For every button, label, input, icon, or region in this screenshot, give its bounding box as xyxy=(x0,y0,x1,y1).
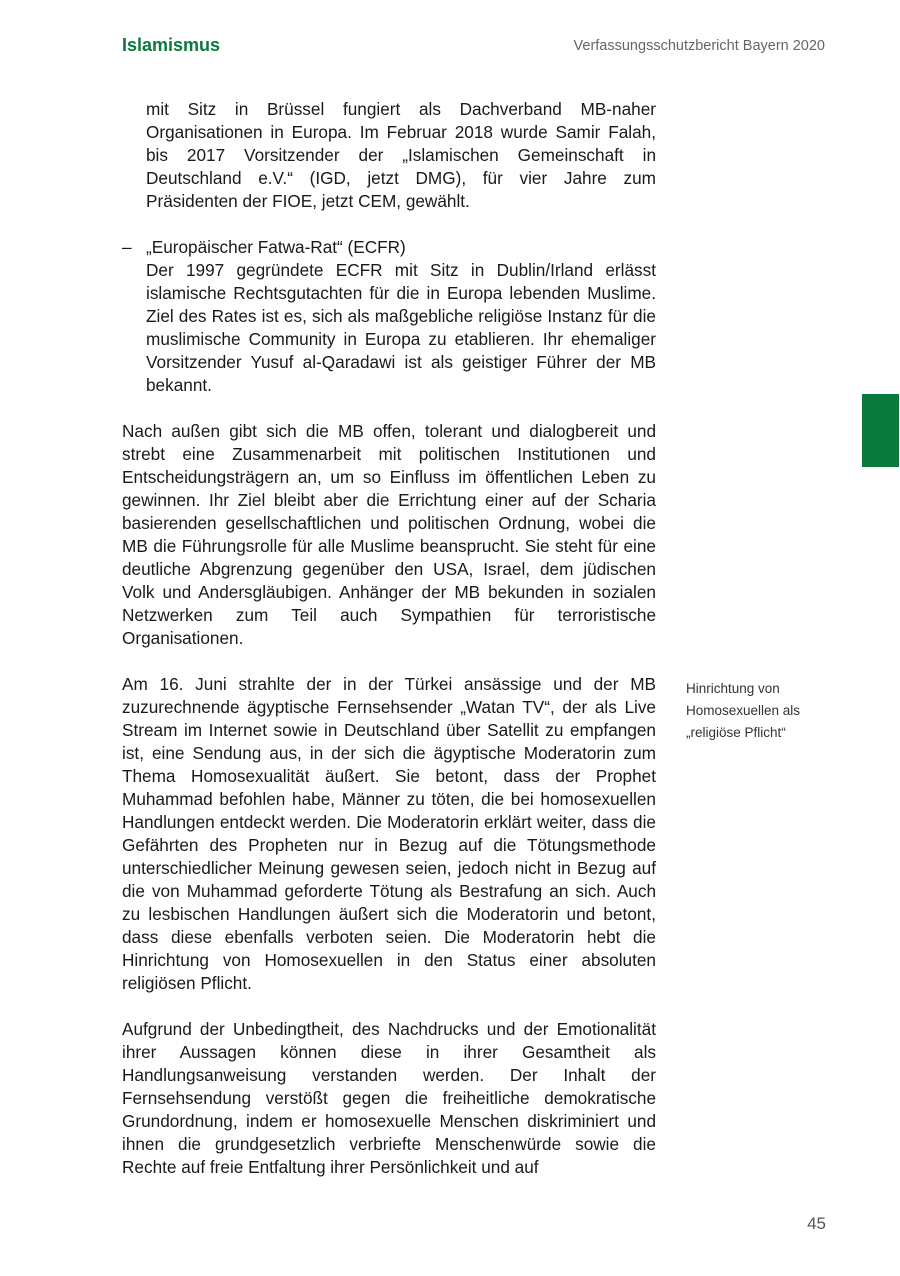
page-number: 45 xyxy=(807,1214,826,1233)
main-text-column xyxy=(122,98,656,1179)
margin-note xyxy=(686,678,836,744)
bullet-title: „Europäischer Fatwa-Rat“ (ECFR) xyxy=(146,237,406,257)
margin-note-line: Homosexuellen als xyxy=(686,703,801,718)
bullet-text: Der 1997 gegründete ECFR mit Sitz in Dublin/Irland erlässt islamische Rechtsgutachten für die in Europa lebenden Muslime. Ziel des Rates ist es, sich als maßgebliche religiöse Instanz für die muslimische Community in Europa zu etablieren. Ihr ehemaliger Vorsitzender Yusuf al-Qaradawi ist als geistiger Führer der MB bekannt. xyxy=(146,260,656,395)
chapter-tab-marker xyxy=(862,394,899,467)
continuation-paragraph: mit Sitz in Brüssel fungiert als Dachverband MB-naher Organisationen in Europa. Im Februar 2018 wurde Samir Falah, bis 2017 Vorsitzender der „Islamischen Gemeinschaft in Deutschland e.V.“ (IGD, jetzt DMG), für vier Jahre zum Präsidenten der FIOE, jetzt CEM, gewählt. xyxy=(146,99,656,211)
margin-note-line: Hinrichtung von xyxy=(686,681,780,696)
bullet-dash: – xyxy=(122,237,132,257)
paragraph-assessment: Aufgrund der Unbedingtheit, des Nachdrucks und der Emotionalität ihrer Aussagen können diese in ihrer Gesamtheit als Handlungsanweisung verstanden werden. Der Inhalt der Fernsehsendung verstößt gegen die freiheitliche demokratische Grundordnung, indem er homosexuelle Menschen diskriminiert und ihnen die grundgesetzlich verbriefte Menschenwürde sowie die Rechte auf freie Entfaltung ihrer Persönlichkeit und auf xyxy=(122,1019,656,1177)
section-title: Islamismus xyxy=(122,35,221,55)
bullet-item-ecfr xyxy=(122,236,656,397)
paragraph-watan-tv: Am 16. Juni strahlte der in der Türkei ansässige und der MB zuzurechnende ägyptische Fernsehsender „Watan TV“, der als Live Stream im Internet sowie in Deutschland über Satellit zu empfangen ist, eine Sendung aus, in der sich die ägyptische Moderatorin zum Thema Homosexualität äußert. Sie betont, dass der Prophet Muhammad befohlen habe, Männer zu töten, die bei homosexuellen Handlungen entdeckt werden. Die Moderatorin erklärt weiter, dass die Gefährten des Propheten nur in Bezug auf die Tötungsmethode unterschiedlicher Meinung gewesen seien, jedoch nicht in Bezug auf die von Muhammad geforderte Tötung als Bestrafung an sich. Auch zu lesbischen Handlungen äußert sich die Moderatorin und betont, dass diese ebenfalls verboten seien. Die Moderatorin hebt die Hinrichtung von Homosexuellen in den Status einer absoluten religiösen Pflicht. xyxy=(122,674,656,993)
report-title: Verfassungsschutzbericht Bayern 2020 xyxy=(573,38,825,54)
margin-note-line: „religiöse Pflicht“ xyxy=(686,725,786,740)
paragraph-mb-outward: Nach außen gibt sich die MB offen, tolerant und dialogbereit und strebt eine Zusammenarbeit mit politischen Institutionen und Entscheidungsträgern an, um so Einfluss im öffentlichen Leben zu gewinnen. Ihr Ziel bleibt aber die Errichtung einer auf der Scharia basierenden gesellschaftlichen und politischen Ordnung, wobei die MB die Führungsrolle für alle Muslime beansprucht. Sie steht für eine deutliche Abgrenzung gegenüber den USA, Israel, dem jüdischen Volk und Andersgläubigen. Anhänger der MB bekunden in sozialen Netzwerken zum Teil auch Sympathien für terroristische Organisationen. xyxy=(122,421,656,648)
